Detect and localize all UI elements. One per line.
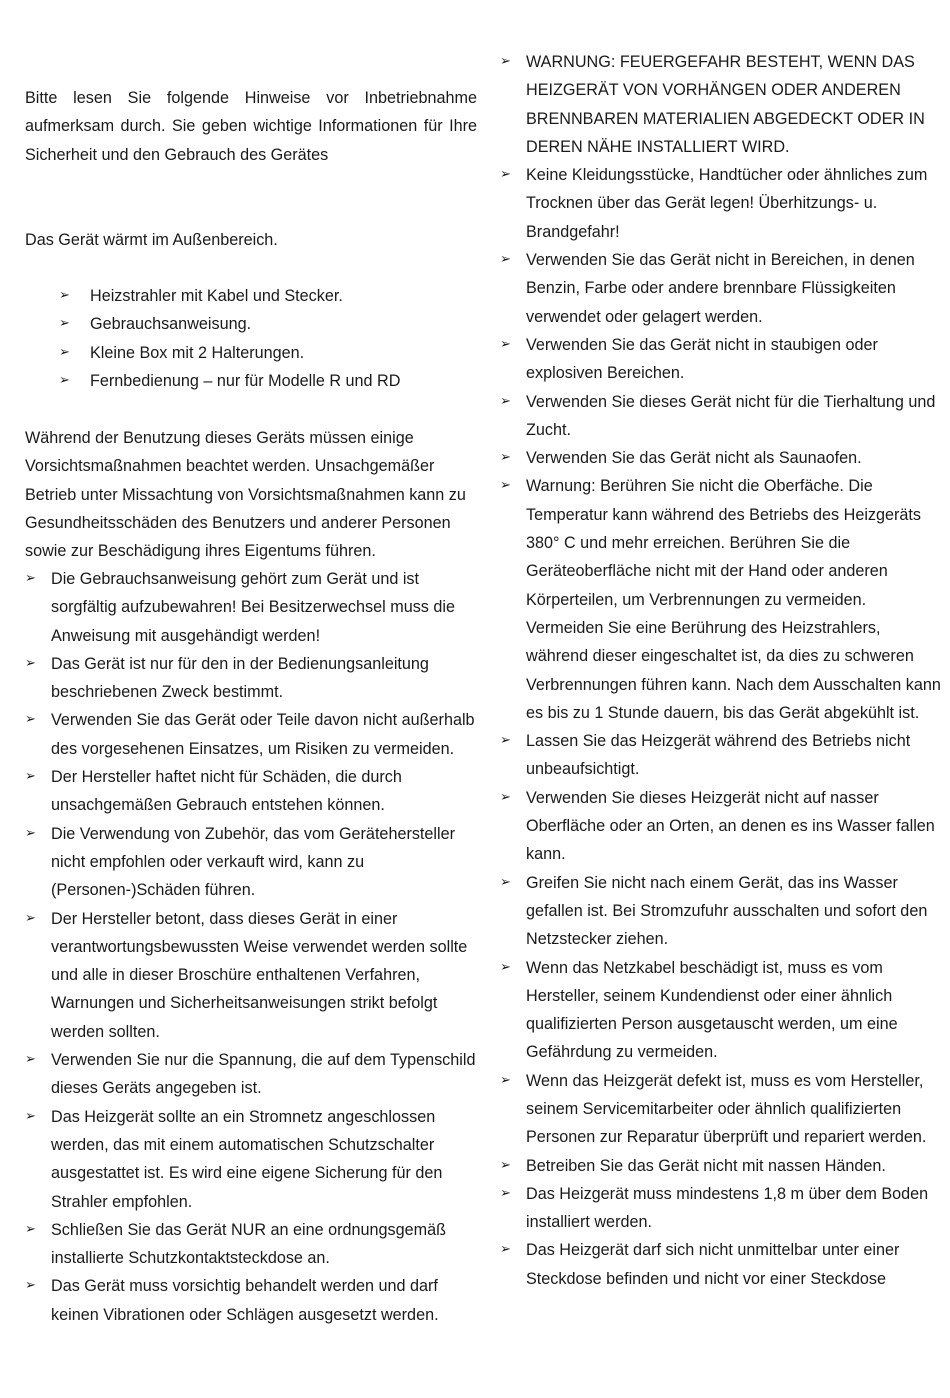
warning-item: [500, 727, 947, 784]
warning-item: [25, 650, 477, 707]
warning-item: [25, 1046, 477, 1103]
warning-item: [500, 444, 947, 472]
warning-item: [500, 331, 947, 388]
warning-item-text: Der Hersteller haftet nicht für Schäden, die durch unsachgemäßen Gebrauch entstehen können.: [51, 768, 402, 815]
arrow-bullet-icon: ➢: [500, 1072, 511, 1088]
warning-item: [500, 48, 947, 161]
arrow-bullet-icon: ➢: [500, 336, 511, 352]
arrow-bullet-icon: ➢: [500, 393, 511, 409]
warning-item-text: Das Gerät muss vorsichtig behandelt werden und darf keinen Vibrationen oder Schlägen ausgesetzt werden.: [51, 1277, 439, 1324]
arrow-bullet-icon: ➢: [500, 1242, 511, 1258]
warning-item-text: Das Heizgerät sollte an ein Stromnetz angeschlossen werden, das mit einem automatischen Schutzschalter ausgestattet ist. Es wird eine eigene Sicherung für den Strahler empfohlen.: [51, 1107, 443, 1211]
contents-item-text: Fernbedienung – nur für Modelle R und RD: [90, 371, 401, 390]
contents-item-text: Gebrauchsanweisung.: [90, 315, 252, 334]
warning-item: [500, 472, 947, 727]
arrow-bullet-icon: ➢: [500, 252, 511, 268]
warning-item: [25, 1103, 477, 1216]
safety-warnings-list-left: [25, 565, 477, 1329]
warning-item: [25, 706, 477, 763]
warning-item: [500, 1180, 947, 1237]
arrow-bullet-icon: ➢: [500, 1185, 511, 1201]
arrow-bullet-icon: ➢: [59, 372, 70, 388]
warning-item: [25, 1216, 477, 1273]
arrow-bullet-icon: ➢: [25, 910, 36, 926]
arrow-bullet-icon: ➢: [59, 344, 70, 360]
warning-item-text: Wenn das Netzkabel beschädigt ist, muss es vom Hersteller, seinem Kundendienst oder einer ähnlich qualifizierten Person ausgetauscht werden, um eine Gefährdung zu vermeiden.: [526, 958, 898, 1062]
contents-item-text: Heizstrahler mit Kabel und Stecker.: [90, 287, 343, 305]
warning-item-text: Schließen Sie das Gerät NUR an eine ordnungsgemäß installierte Schutzkontaktsteckdose an.: [51, 1220, 447, 1268]
arrow-bullet-icon: ➢: [500, 450, 511, 466]
warning-item: [500, 1152, 947, 1180]
arrow-bullet-icon: ➢: [500, 167, 511, 183]
intro-paragraph: Bitte lesen Sie folgende Hinweise vor Inbetriebnahme aufmerksam durch. Sie geben wichtige Informationen für Ihre Sicherheit und den Gebrauch des Gerätes: [25, 89, 477, 164]
safety-intro-paragraph: Während der Benutzung dieses Geräts müssen einige Vorsichtsmaßnahmen beachtet werden. Unsachgemäßer Betrieb unter Missachtung von Vorsichtsmaßnahmen kann zu Gesundheitsschäden des Benutzers und anderer Personen sowie zur Beschädigung ihres Eigentums führen.: [25, 429, 466, 561]
warning-item: [500, 869, 947, 954]
warning-item-text: Keine Kleidungsstücke, Handtücher oder ähnliches zum Trocknen über das Gerät legen! Überhitzungs- u. Brandgefahr!: [526, 166, 928, 241]
arrow-bullet-icon: ➢: [25, 1108, 36, 1124]
arrow-bullet-icon: ➢: [25, 769, 36, 785]
warning-item-text: Greifen Sie nicht nach einem Gerät, das ins Wasser gefallen ist. Bei Stromzufuhr ausschalten und sofort den Netzstecker ziehen.: [526, 873, 928, 949]
warning-item-text: Das Gerät ist nur für den in der Bedienungsanleitung beschriebenen Zweck bestimmt.: [51, 654, 429, 702]
arrow-bullet-icon: ➢: [500, 789, 511, 805]
arrow-bullet-icon: ➢: [25, 1052, 36, 1068]
warning-item-text: Der Hersteller betont, dass dieses Gerät in einer verantwortungsbewussten Weise verwendet werden sollte und alle in dieser Broschüre enthaltenen Verfahren, Warnungen und Sicherheitsanweisungen strikt befolgt werden sollten.: [51, 909, 468, 1041]
warning-item-text: Verwenden Sie das Gerät oder Teile davon nicht außerhalb des vorgesehenen Einsatzes, um Risiken zu vermeiden.: [51, 711, 475, 758]
purpose-text: Das Gerät wärmt im Außenbereich.: [25, 231, 278, 249]
contents-item: [59, 282, 400, 310]
warning-item: [25, 565, 477, 650]
warning-item: [25, 763, 477, 820]
warning-item-text: Verwenden Sie dieses Gerät nicht für die Tierhaltung und Zucht.: [526, 392, 936, 439]
warning-item-text: Warnung: Berühren Sie nicht die Oberfäche. Die Temperatur kann während des Betriebs des Heizgeräts 380° C und mehr erreichen. Berühren Sie die Geräteoberfläche nicht mit der Hand oder anderen Körperteilen, um Verbrennungen zu vermeiden. Vermeiden Sie eine Berührung des Heizstrahlers, während dieser eingeschaltet ist, da dies zu schweren Verbrennungen führen kann. Nach dem Ausschalten kann es bis zu 1 Stunde dauern, bis das Gerät abgekühlt ist.: [526, 477, 941, 722]
warning-item: [500, 954, 947, 1067]
warning-item: [25, 905, 477, 1046]
warning-item: [500, 1236, 947, 1293]
arrow-bullet-icon: ➢: [500, 959, 511, 975]
warning-item: [500, 161, 947, 246]
warning-item: [500, 784, 947, 869]
warning-item: [25, 820, 477, 905]
arrow-bullet-icon: ➢: [500, 1157, 511, 1173]
warning-item-text: Die Verwendung von Zubehör, das vom Gerätehersteller nicht empfohlen oder verkauft wird, kann zu (Personen-)Schäden führen.: [51, 824, 456, 900]
warning-item-text: Verwenden Sie nur die Spannung, die auf dem Typenschild dieses Geräts angegeben ist.: [51, 1051, 476, 1098]
warning-item: [500, 1067, 947, 1152]
warning-item-text: Verwenden Sie das Gerät nicht in Bereichen, in denen Benzin, Farbe oder andere brennbare Flüssigkeiten verwendet oder gelagert werden.: [526, 251, 915, 326]
warning-item-text: Lassen Sie das Heizgerät während des Betriebs nicht unbeaufsichtigt.: [526, 732, 911, 779]
arrow-bullet-icon: ➢: [25, 825, 36, 841]
warning-item-text: Die Gebrauchsanweisung gehört zum Gerät und ist sorgfältig aufzubewahren! Bei Besitzerwechsel muss die Anweisung mit ausgehändigt werden!: [51, 570, 455, 645]
arrow-bullet-icon: ➢: [59, 288, 70, 303]
arrow-bullet-icon: ➢: [500, 874, 511, 890]
warning-item-text: Wenn das Heizgerät defekt ist, muss es vom Hersteller, seinem Servicemitarbeiter oder ähnlich qualifizierten Personen zur Reparatur überprüft und repariert werden.: [526, 1071, 927, 1147]
warning-item: [25, 1272, 477, 1329]
contents-item-text: Kleine Box mit 2 Halterungen.: [90, 343, 305, 362]
warning-item: [500, 388, 947, 445]
contents-item: [59, 310, 400, 338]
arrow-bullet-icon: ➢: [25, 1278, 36, 1294]
warning-item-text: Verwenden Sie das Gerät nicht in staubigen oder explosiven Bereichen.: [526, 335, 878, 383]
warning-item-text: Betreiben Sie das Gerät nicht mit nassen Händen.: [526, 1156, 886, 1175]
arrow-bullet-icon: ➢: [25, 712, 36, 728]
arrow-bullet-icon: ➢: [500, 733, 511, 749]
warning-item-text: Verwenden Sie das Gerät nicht als Saunaofen.: [526, 449, 862, 468]
warning-item-text: Das Heizgerät muss mindestens 1,8 m über dem Boden installiert werden.: [526, 1184, 929, 1232]
arrow-bullet-icon: ➢: [500, 478, 511, 494]
arrow-bullet-icon: ➢: [59, 316, 70, 332]
safety-warnings-list-right: [500, 48, 947, 1293]
package-contents-list: [59, 282, 400, 395]
arrow-bullet-icon: ➢: [500, 54, 511, 69]
arrow-bullet-icon: ➢: [25, 571, 36, 586]
contents-item: [59, 367, 400, 395]
warning-item: [500, 246, 947, 331]
contents-item: [59, 339, 400, 367]
arrow-bullet-icon: ➢: [25, 1221, 36, 1237]
warning-item-text: Das Heizgerät darf sich nicht unmittelbar unter einer Steckdose befinden und nicht vor einer Steckdose: [526, 1241, 900, 1288]
warning-item-text: WARNUNG: FEUERGEFAHR BESTEHT, WENN DAS HEIZGERÄT VON VORHÄNGEN ODER ANDEREN BRENNBAREN MATERIALIEN ABGEDECKT ODER IN DEREN NÄHE INSTALLIERT WIRD.: [526, 53, 925, 156]
arrow-bullet-icon: ➢: [25, 655, 36, 671]
warning-item-text: Verwenden Sie dieses Heizgerät nicht auf nasser Oberfläche oder an Orten, an denen es ins Wasser fallen kann.: [526, 788, 935, 864]
